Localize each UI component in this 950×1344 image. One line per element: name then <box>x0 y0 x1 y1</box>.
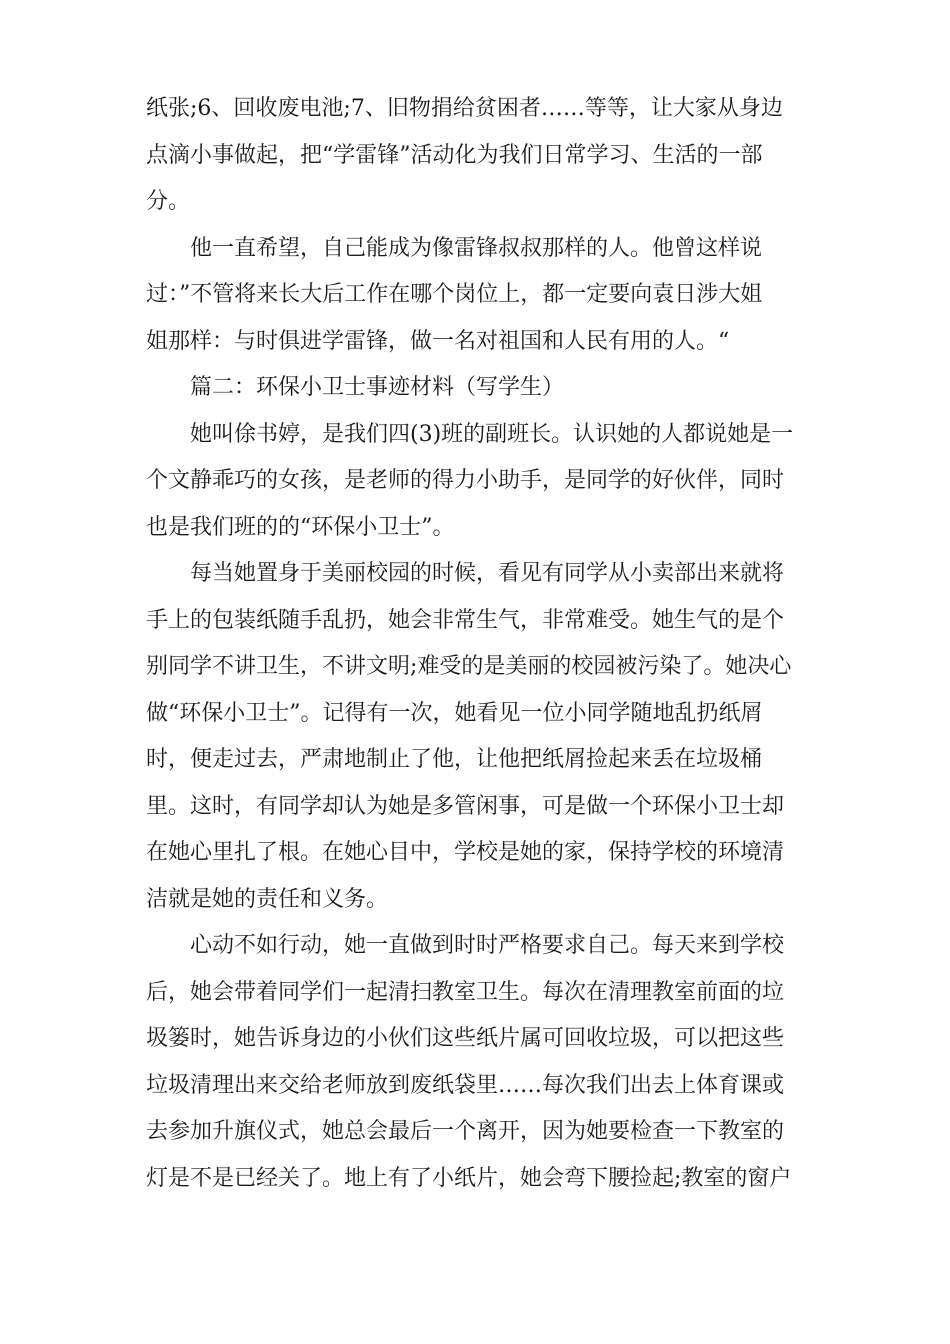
text-line: 在她心里扎了根。在她心目中，学校是她的家，保持学校的环境清 <box>146 840 785 865</box>
text-line: 垃圾清理出来交给老师放到废纸袋里……每次我们出去上体育课或 <box>146 1072 785 1098</box>
text-line: 心动不如行动，她一直做到时时严格要求自己。每天来到学校 <box>190 933 785 958</box>
text-line: 去参加升旗仪式，她总会最后一个离开，因为她要检查一下教室的 <box>146 1119 785 1144</box>
text-line: 个文静乖巧的女孩，是老师的得力小助手，是同学的好伙伴，同时 <box>146 468 785 493</box>
text-line: 灯是不是已经关了。地上有了小纸片，她会弯下腰捡起;教室的窗户 <box>146 1165 792 1191</box>
section-heading: 篇二：环保小卫士事迹材料（写学生） <box>190 375 565 400</box>
text-line: 分。 <box>146 189 191 214</box>
text-line: 里。这时，有同学却认为她是多管闲事，可是做一个环保小卫士却 <box>146 793 785 819</box>
text-line: 纸张;6、回收废电池;7、旧物捐给贫困者……等等，让大家从身边 <box>146 96 783 121</box>
text-line: 点滴小事做起，把“学雷锋”活动化为我们日常学习、生活的一部 <box>146 142 763 168</box>
text-line: 过：”不管将来长大后工作在哪个岗位上，都一定要向袁日涉大姐 <box>146 282 763 307</box>
text-line: 手上的包装纸随手乱扔，她会非常生气，非常难受。她生气的是个 <box>146 607 785 633</box>
text-line: 时，便走过去，严肃地制止了他，让他把纸屑捡起来丢在垃圾桶 <box>146 747 763 772</box>
text-line: 别同学不讲卫生，不讲文明;难受的是美丽的校园被污染了。她决心 <box>146 654 792 679</box>
document-body <box>146 86 806 1202</box>
text-line: 每当她置身于美丽校园的时候，看见有同学从小卖部出来就将 <box>190 561 785 586</box>
text-line: 后，她会带着同学们一起清扫教室卫生。每次在清理教室前面的垃 <box>146 979 785 1005</box>
text-line: 圾篓时，她告诉身边的小伙们这些纸片属可回收垃圾，可以把这些 <box>146 1026 785 1051</box>
text-line: 也是我们班的的“环保小卫士”。 <box>146 514 455 540</box>
text-line: 姐那样：与时俱进学雷锋，做一名对祖国和人民有用的人。“ <box>146 328 730 354</box>
text-line: 他一直希望，自己能成为像雷锋叔叔那样的人。他曾这样说 <box>190 235 763 261</box>
text-line: 做“环保小卫士”。记得有一次，她看见一位小同学随地乱扔纸屑 <box>146 700 763 726</box>
text-line: 她叫俆书婷，是我们四(3)班的副班长。认识她的人都说她是一 <box>190 421 794 447</box>
text-line: 洁就是她的责任和义务。 <box>146 886 389 912</box>
